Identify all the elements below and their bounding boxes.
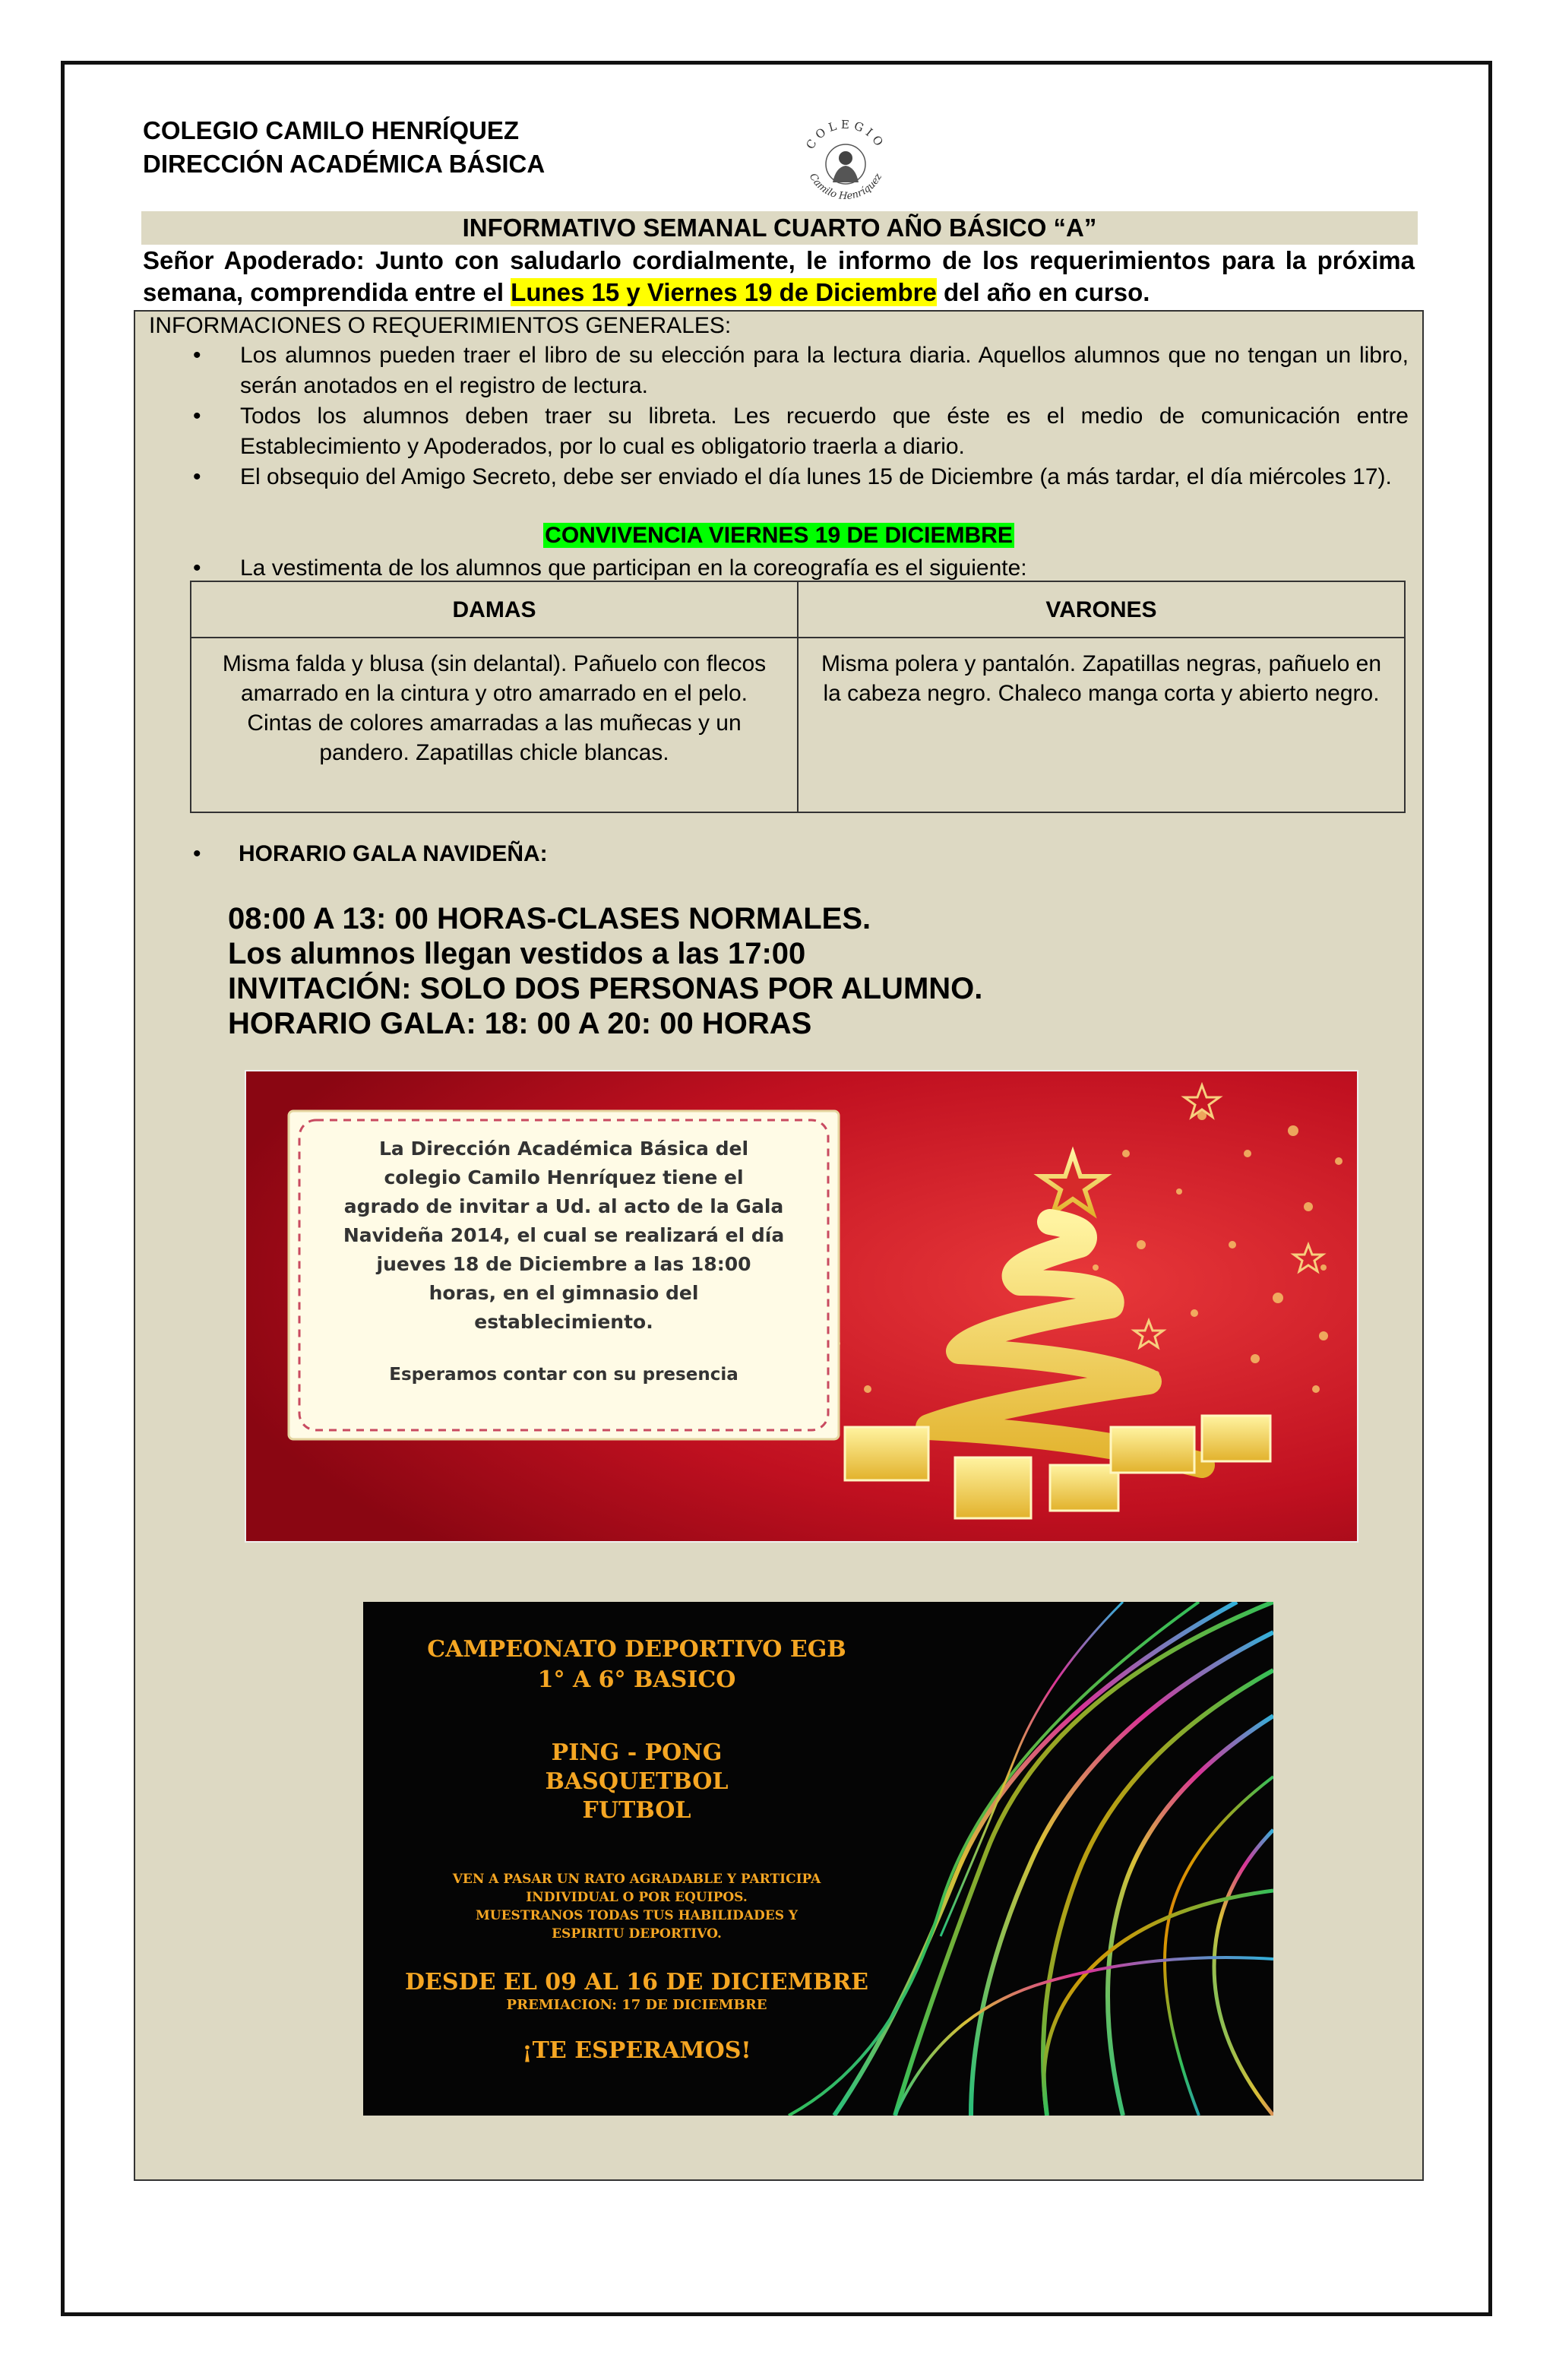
damas-cell [191, 638, 798, 812]
bullet-icon: • [193, 404, 201, 429]
requirements-list [179, 340, 1409, 492]
logo-top-text: COLEGIO [803, 117, 888, 152]
schedule-line: INVITACIÓN: SOLO DOS PERSONAS POR ALUMNO. [228, 972, 983, 1005]
logo-bottom-text: Camilo Henríquez [806, 171, 885, 203]
horario-heading: HORARIO GALA NAVIDEÑA: [239, 841, 548, 866]
invitation-line: agrado de invitar a Ud. al acto de la Gala [343, 1195, 784, 1217]
sports-message: MUESTRANOS TODAS TUS HABILIDADES Y [475, 1908, 799, 1923]
schedule-line: HORARIO GALA: 18: 00 A 20: 00 HORAS [228, 1007, 812, 1040]
bullet-icon: • [193, 343, 201, 368]
schedule-block [228, 901, 982, 1041]
general-heading: INFORMACIONES O REQUERIMIENTOS GENERALES: [149, 313, 732, 338]
damas-line: Cintas de colores amarradas a las muñecas y un pandero. Zapatillas chicle blancas. [247, 711, 742, 765]
sports-title: CAMPEONATO DEPORTIVO EGB [427, 1636, 846, 1663]
bullet-icon: • [193, 841, 201, 866]
damas-header: DAMAS [191, 581, 798, 638]
sports-poster [363, 1602, 1273, 2116]
christmas-invitation-card [245, 1070, 1358, 1543]
list-item [179, 462, 1409, 492]
schedule-line: 08:00 A 13: 00 HORAS-CLASES NORMALES. [228, 902, 871, 935]
list-item-text: Los alumnos pueden traer el libro de su elección para la lectura diaria. Aquellos alumnos que no tengan un libro, serán anotados en el registro de lectura. [240, 343, 1409, 398]
sports-message: ESPIRITU DEPORTIVO. [552, 1926, 722, 1942]
intro-text-before: Señor Apoderado: Junto con saludarlo cordialmente, le informo de los requerimientos para la próxima semana, comprendida entre el [143, 246, 1415, 306]
varones-cell: Misma polera y pantalón. Zapatillas negras, pañuelo en la cabeza negro. Chaleco manga corta y abierto negro. [798, 638, 1405, 812]
intro-date-highlight: Lunes 15 y Viernes 19 de Diciembre [511, 278, 937, 306]
invitation-line: jueves 18 de Diciembre a las 18:00 [376, 1253, 751, 1275]
invitation-line: La Dirección Académica Básica del [378, 1138, 749, 1160]
sports-premiacion: PREMIACION: 17 DE DICIEMBRE [506, 1997, 767, 2013]
sport-name: PING - PONG [551, 1739, 723, 1766]
sports-cheer: ¡TE ESPERAMOS! [522, 2037, 751, 2064]
department-name: DIRECCIÓN ACADÉMICA BÁSICA [143, 150, 546, 178]
bullet-icon: • [193, 555, 201, 581]
invitation-line: establecimiento. [474, 1311, 653, 1333]
sport-name: BASQUETBOL [545, 1768, 729, 1795]
convivencia-heading [135, 521, 1422, 550]
schedule-line: Los alumnos llegan vestidos a las 17:00 [228, 937, 806, 970]
invitation-line: Navideña 2014, el cual se realizará el día [343, 1224, 785, 1246]
list-item [179, 401, 1409, 462]
invitation-line: horas, en el gimnasio del [429, 1282, 699, 1304]
intro-text-after: del año en curso. [936, 278, 1150, 306]
vestimenta-text: La vestimenta de los alumnos que participan en la coreografía es el siguiente: [240, 555, 1027, 581]
costume-table [190, 581, 1406, 813]
sports-grades: 1° A 6° BASICO [537, 1666, 736, 1693]
bullet-icon: • [193, 464, 201, 489]
invitation-line: colegio Camilo Henríquez tiene el [384, 1166, 744, 1188]
varones-header: VARONES [798, 581, 1405, 638]
invitation-closing: Esperamos contar con su presencia [389, 1365, 738, 1385]
school-name: COLEGIO CAMILO HENRÍQUEZ [143, 116, 519, 144]
sports-message: VEN A PASAR UN RATO AGRADABLE Y PARTICIPA [452, 1872, 821, 1887]
list-item [179, 340, 1409, 401]
newsletter-title: INFORMATIVO SEMANAL CUARTO AÑO BÁSICO “A” [141, 211, 1418, 245]
school-logo [799, 114, 892, 213]
convivencia-label: CONVIVENCIA VIERNES 19 DE DICIEMBRE [545, 523, 1013, 548]
sports-dates: DESDE EL 09 AL 16 DE DICIEMBRE [405, 1969, 868, 1995]
sport-name: FUTBOL [582, 1797, 691, 1824]
list-item-text: El obsequio del Amigo Secreto, debe ser enviado el día lunes 15 de Diciembre (a más tardar, el día miércoles 17). [240, 464, 1392, 489]
damas-line: Misma falda y blusa (sin delantal). Pañuelo con flecos amarrado en la cintura y otro amarrado en el pelo. [222, 651, 767, 706]
invitation-text-panel [289, 1111, 839, 1439]
intro-paragraph [143, 245, 1415, 309]
sports-message: INDIVIDUAL O POR EQUIPOS. [526, 1890, 748, 1905]
list-item-text: Todos los alumnos deben traer su libreta. Les recuerdo que éste es el medio de comunicación entre Establecimiento y Apoderados, por lo cual es obligatorio traerla a diario. [240, 404, 1409, 459]
